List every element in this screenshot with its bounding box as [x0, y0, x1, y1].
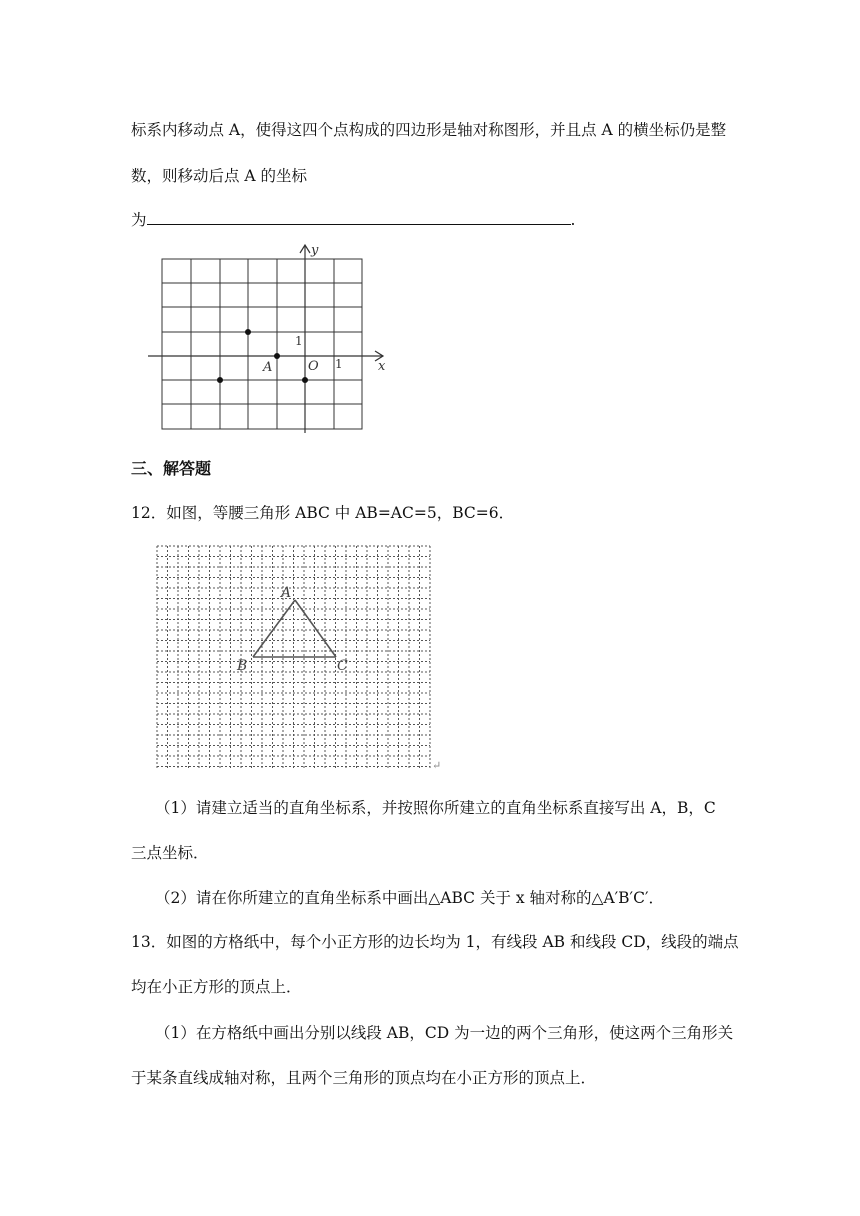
q13-stem-line1: 13．如图的方格纸中，每个小正方形的边长均为 1，有线段 AB 和线段 CD，线段的端点	[131, 933, 739, 951]
vertex-c-label: C	[337, 658, 348, 674]
y-unit-label: 1	[295, 334, 303, 348]
vertex-b-label: B	[237, 658, 248, 674]
q11-text-line3	[131, 208, 575, 230]
triangle-grid-figure	[150, 540, 450, 775]
q11-answer-suffix: .	[570, 211, 576, 229]
q11-text-line2: 数，则移动后点 A 的坐标	[131, 167, 308, 185]
point-a-label: A	[263, 360, 273, 375]
coordinate-grid-figure	[145, 240, 395, 435]
x-axis-label: x	[378, 359, 386, 374]
origin-label: O	[308, 359, 319, 374]
point-lower-left	[217, 377, 223, 383]
point-a	[274, 353, 280, 359]
q11-answer-prefix: 为	[131, 211, 147, 229]
q12-part2: （2）请在你所建立的直角坐标系中画出△ABC 关于 x 轴对称的△A′B′C′．	[155, 889, 664, 907]
point-upper	[245, 329, 251, 335]
q11-text-line1: 标系内移动点 A，使得这四个点构成的四边形是轴对称图形，并且点 A 的横坐标仍是整	[131, 121, 727, 139]
grid-lines	[162, 259, 362, 429]
q12-part1-line2: 三点坐标．	[131, 844, 209, 862]
x-unit-label: 1	[335, 357, 343, 371]
q13-part1-line2: 于某条直线成轴对称，且两个三角形的顶点均在小正方形的顶点上．	[131, 1069, 597, 1087]
q12-part1-line1: （1）请建立适当的直角坐标系，并按照你所建立的直角坐标系直接写出 A，B，C	[155, 799, 716, 817]
return-mark: ↵	[432, 759, 442, 772]
y-axis-label: y	[311, 243, 319, 258]
q11-answer-blank[interactable]	[147, 208, 571, 225]
section-heading: 三、解答题	[131, 459, 212, 478]
q13-stem-line2: 均在小正方形的顶点上．	[131, 978, 302, 996]
q13-part1-line1: （1）在方格纸中画出分别以线段 AB，CD 为一边的两个三角形，使这两个三角形关	[155, 1024, 734, 1042]
vertex-a-label: A	[281, 585, 292, 601]
point-on-y-axis	[302, 377, 308, 383]
q12-stem: 12．如图，等腰三角形 ABC 中 AB=AC=5，BC=6．	[131, 504, 515, 522]
